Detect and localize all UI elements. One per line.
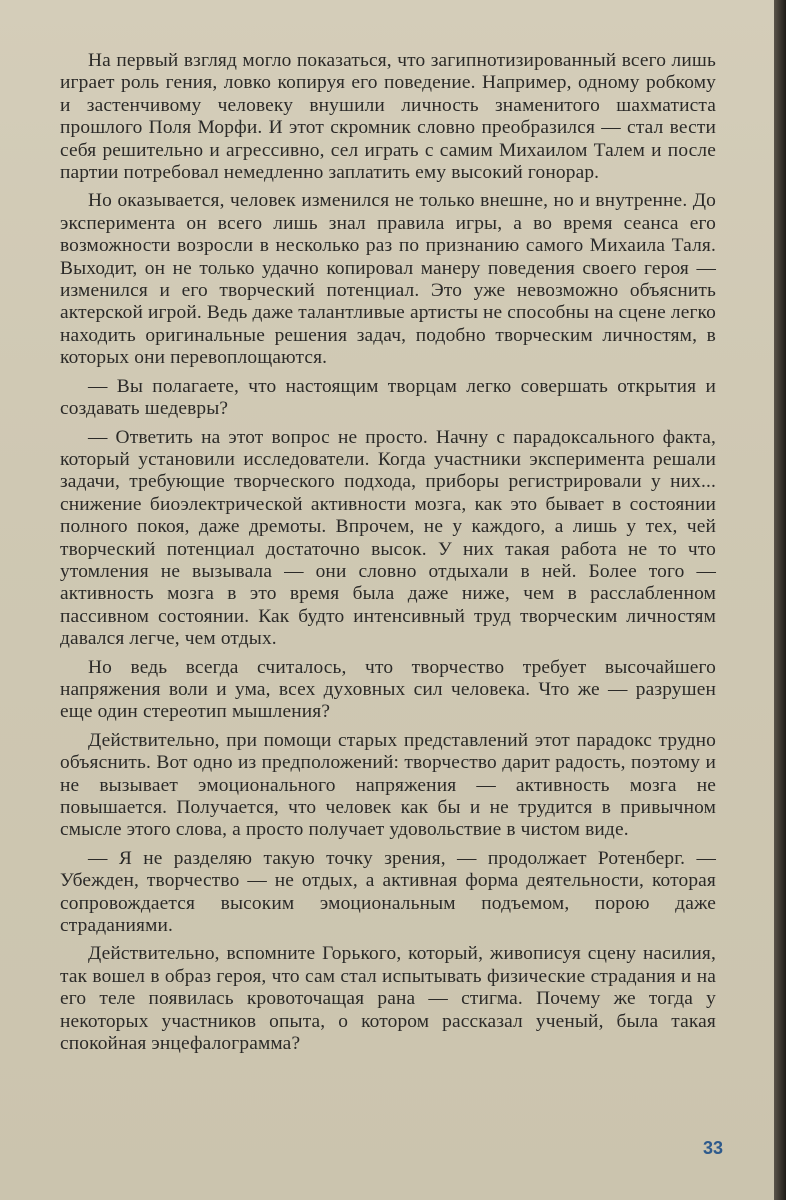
paragraph-8: Действительно, вспомните Горького, который, живописуя сцену насилия, так вошел в образ героя, что сам стал испытывать физические страдания и на его теле появилась кровоточащая рана — стигма. Почему же тогда у некоторых участников опыта, о котором рассказал ученый, была такая спокойная энцефалограмма? — [60, 943, 716, 1055]
page-number: 33 — [703, 1138, 724, 1158]
paragraph-5: Но ведь всегда считалось, что творчество требует высочайшего напряжения воли и ума, всех духовных сил человека. Что же — разрушен еще один стереотип мышления? — [60, 656, 716, 723]
paragraph-2: Но оказывается, человек изменился не только внешне, но и внутренне. До эксперимента он всего лишь знал правила игры, а во время сеанса его возможности возросли в несколько раз по признанию самого Михаила Таля. Выходит, он не только удачно копировал манеру поведения своего героя — изменился и его творческий потенциал. Это уже невозможно объяснить актерской игрой. Ведь даже талантливые артисты не способны на сцене легко находить оригинальные решения задач, подобно творческим личностям, в которых они перевоплощаются. — [60, 190, 716, 369]
paragraph-1: На первый взгляд могло показаться, что загипнотизированный всего лишь играет роль гения, ловко копируя его поведение. Например, одному робкому и застенчивому человеку внушили личность знаменитого шахматиста прошлого Поля Морфи. И этот скромник словно преобразился — стал вести себя решительно и агрессивно, сел играть с самим Михаилом Талем и после партии потребовал немедленно заплатить ему высокий гонорар. — [60, 50, 716, 184]
paragraph-6: Действительно, при помощи старых представлений этот парадокс трудно объяснить. Вот одно из предположений: творчество дарит радость, поэтому и не вызывает эмоционального напряжения — активность мозга не повышается. Получается, что человек как бы и не трудится в привычном смысле этого слова, а просто получает удовольствие в чистом виде. — [60, 729, 716, 841]
paragraph-3: — Вы полагаете, что настоящим творцам легко совершать открытия и создавать шедевры? — [60, 375, 716, 420]
paragraph-7: — Я не разделяю такую точку зрения, — продолжает Ротенберг. — Убежден, творчество — не отдых, а активная форма деятельности, которая сопровождается высоким эмоциональным подъемом, порою даже страданиями. — [60, 847, 716, 937]
paragraph-4: — Ответить на этот вопрос не просто. Начну с парадоксального факта, который установили исследователи. Когда участники эксперимента решали задачи, требующие творческого подхода, приборы регистрировали у них... снижение биоэлектрической активности мозга, как это бывает в состоянии полного покоя, даже дремоты. Впрочем, не у каждого, а лишь у тех, чей творческий потенциал достаточно высок. У них такая работа не то что утомления не вызывала — они словно отдыхали в ней. Более того — активность мозга в это время была даже ниже, чем в расслабленном пассивном состоянии. Как будто интенсивный труд творческим личностям давался легче, чем отдых. — [60, 426, 716, 650]
body-text — [60, 50, 716, 1055]
book-edge-shadow — [774, 0, 786, 1200]
